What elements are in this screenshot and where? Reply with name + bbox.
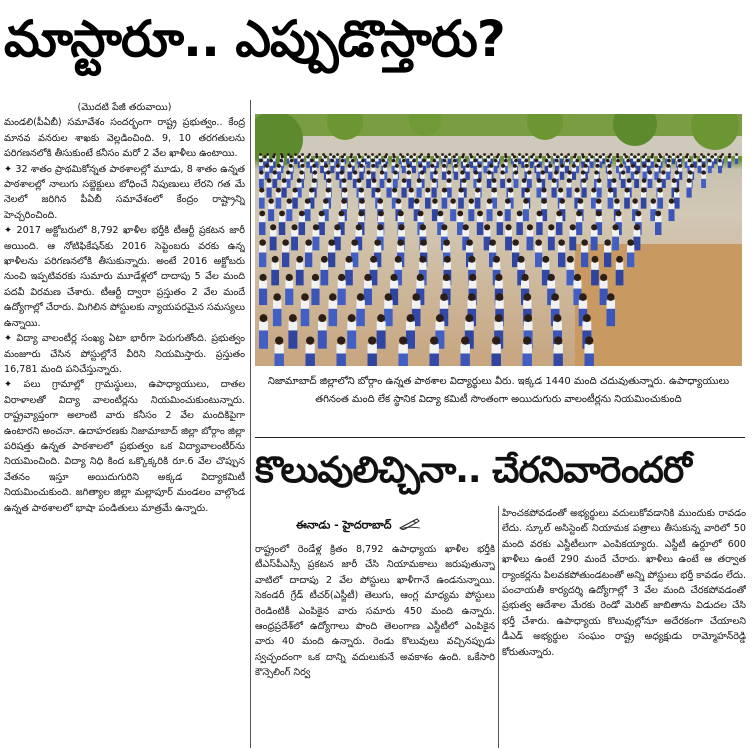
pen-icon: [399, 518, 421, 533]
photo-caption: నిజామాబాద్‌ జిల్లాలోని బోర్గాం ఉన్నత పాఠశాల విద్యార్థులు వీరు. ఇక్కడ 1440 మంది చదువుతున్నారు. ఉపాధ్యాయులు తగినంత మంది లేక స్థానిక విద్యా కమిటీ సొంతంగా అయిదుగురు వాలంటీర్లను నియమించుకుంది: [267, 376, 730, 405]
left-column: [4, 100, 245, 748]
headline: మాస్టారూ.. ఎప్పుడొస్తారు?: [4, 10, 505, 68]
section-rule: [255, 437, 745, 438]
assembly-photo: [255, 114, 742, 366]
left-paragraph-4: ✦ విద్యా వాలంటీర్ల సంఖ్య ఏటా భారీగా పెరుగుతోంది. ప్రభుత్వం మంజూరు చేసిన పోస్టుల్లోనే వీరిని నియమిస్తారు. ప్రస్తుతం 16,781 మంది పనిచేస్తున్నారు.: [4, 333, 245, 375]
column-divider-right: [498, 506, 499, 748]
students-assembly-image: [255, 114, 742, 366]
mid-column: రాష్ట్రంలో రెండేళ్ల క్రితం 8,792 ఉపాధ్యాయ ఖాళీల భర్తీకి టీఎస్‌పీఎస్సీ ప్రకటన జారీ చేసి నియామకాలు జరుపుతున్నా వాటిలో దాదాపు 2 వేల పోస్టులు ఖాళీగానే ఉండనున్నాయి. సెకండరీ గ్రేడ్‌ టీచర్‌(ఎస్జీటీ) తెలుగు, ఆంగ్ల మాధ్యమ పోస్టులు రెండింటికీ ఎంపికైన వారు సమారు 450 మంది ఉన్నారు. ఆంధ్రప్రదేశ్‌లో ఉద్యోగాలు పొంది తెలంగాణ ఎస్జీటీలో ఎంపికైన వారు 40 మంది ఉన్నారు. రెండు కొలువులు వచ్చినప్పుడు స్వచ్ఛందంగా ఒక దాన్ని వదులుకునే అవకాశం ఉంది. ఒకేసారి కౌన్సెలింగ్‌ నిర్వ: [255, 544, 495, 679]
left-paragraph-1: మండలి(పీఏబీ) సమావేశం సందర్భంగా రాష్ట్ర ప్రభుత్వం.. కేంద్ర మానవ వనరుల శాఖకు వెల్లడించింది. 9, 10 తరగతులను పరిగణనలోకి తీసుకుంటే కనీసం మరో 2 వేల ఖాళీలు ఉంటాయి.: [4, 117, 245, 160]
byline: [296, 518, 421, 536]
continuation-note: (మొదటి పేజీ తరువాయి): [77, 102, 172, 113]
column-divider-left: [250, 100, 251, 748]
sub-headline: కొలువులిచ్చినా.. చేరనివారెందరో: [255, 450, 691, 491]
left-paragraph-2: ✦ 32 శాతం ప్రాథమికోన్నత పాఠశాలల్లో మూడు, 8 శాతం ఉన్నత పాఠశాలల్లో నాలుగు సబ్జెక్టులు బోధించే నిపుణులు లేరని గత మే నెలలో జరిగిన పీఏబీ సమావేశంలో కేంద్రం రాష్ట్రాన్ని హెచ్చరించింది.: [4, 163, 245, 221]
left-paragraph-3: ✦ 2017 అక్టోబరులో 8,792 ఖాళీల భర్తీకి టీఆర్టీ ప్రకటన జారీ అయింది. ఆ నోటిఫికేషన్‌కు 2016 సెప్టెంబరు వరకు ఉన్న ఖాళీలను పరిగణనలోకి తీసుకున్నారు. అంటే 2016 అక్టోబరు నుంచి ఇప్పటివరకు సుమారు మూడేళ్లలో దాదాపు 5 వేల మంది పదవీ విరమణ చేశారు. టీఆర్టీ ద్వారా ప్రస్తుతం 2 వేల మందే ఉద్యోగాల్లో చేరారు. మిగిలిన పోస్టులకు న్యాయపరమైన సమస్యలు ఉన్నాయి.: [4, 225, 245, 329]
byline-text: ఈనాడు - హైదరాబాద్‌: [296, 518, 392, 532]
left-paragraph-5: ✦ పలు గ్రామాల్లో గ్రామస్థులు, ఉపాధ్యాయులు, దాతల విరాళాలతో విద్యా వాలంటీర్లను నియమించుకుంటున్నారు. రాష్ట్రవ్యాప్తంగా అలాంటి వారు కనీసం 2 వేల మందికిపైగా ఉంటారని అంచనా. ఉదాహరణకు నిజామాబాద్‌ జిల్లా బోర్గాం జిల్లా పరిషత్తు ఉన్నత పాఠశాలలో ప్రభుత్వం ఒక విద్యావాలంటీర్‌ను నియమించింది. విద్యా నిధి కింద ఒక్కొక్కరికి రూ.6 వేల చొప్పున వేతనం ఇస్తూ అయిదుగురిని అక్కడ విద్యాకమిటీ నియమించుకుంది. జగిత్యాల జిల్లా మల్లాపూర్‌ మండలం వాల్గొండ ఉన్నత పాఠశాలలో భాషా పండితులు మాత్రమే ఉన్నారు.: [4, 379, 245, 514]
right-column: హించకపోవడంతో అభ్యర్థులు వదులుకోవడానికి ముందుకు రావడం లేదు. స్కూల్‌ అసిస్టెంట్‌ నియామక పత్రాలు తీసుకున్న వారిలో 50 మంది వరకు ఎస్జీటీలుగా ఎంపికయ్యారు. ఎస్జీటీ ఉర్దూలో 600 ఖాళీలు ఉంటే 290 మందే చేరారు. ఖాళీలు ఉంటే ఆ తర్వాత ర్యాంకర్లను పిలవకపోతుండటంతో అన్ని పోస్టులు భర్తీ కావడం లేదు. పంచాయతీ కార్యదర్శి ఉద్యోగాల్లో 3 వేల మంది చేరకపోవడంతో ప్రభుత్వ ఆదేశాల మేరకు రెండో మెరిట్‌ జాబితాను విడుదల చేసి భర్తీ చేశారు. ఉపాధ్యాయ కొలువుల్లోనూ అదేరకంగా చేయాలని డీఎడ్‌ అభ్యర్థుల సంఘం రాష్ట్ర అధ్యక్షుడు రామ్మోహన్‌రెడ్డి కోరుతున్నారు.: [502, 508, 746, 658]
